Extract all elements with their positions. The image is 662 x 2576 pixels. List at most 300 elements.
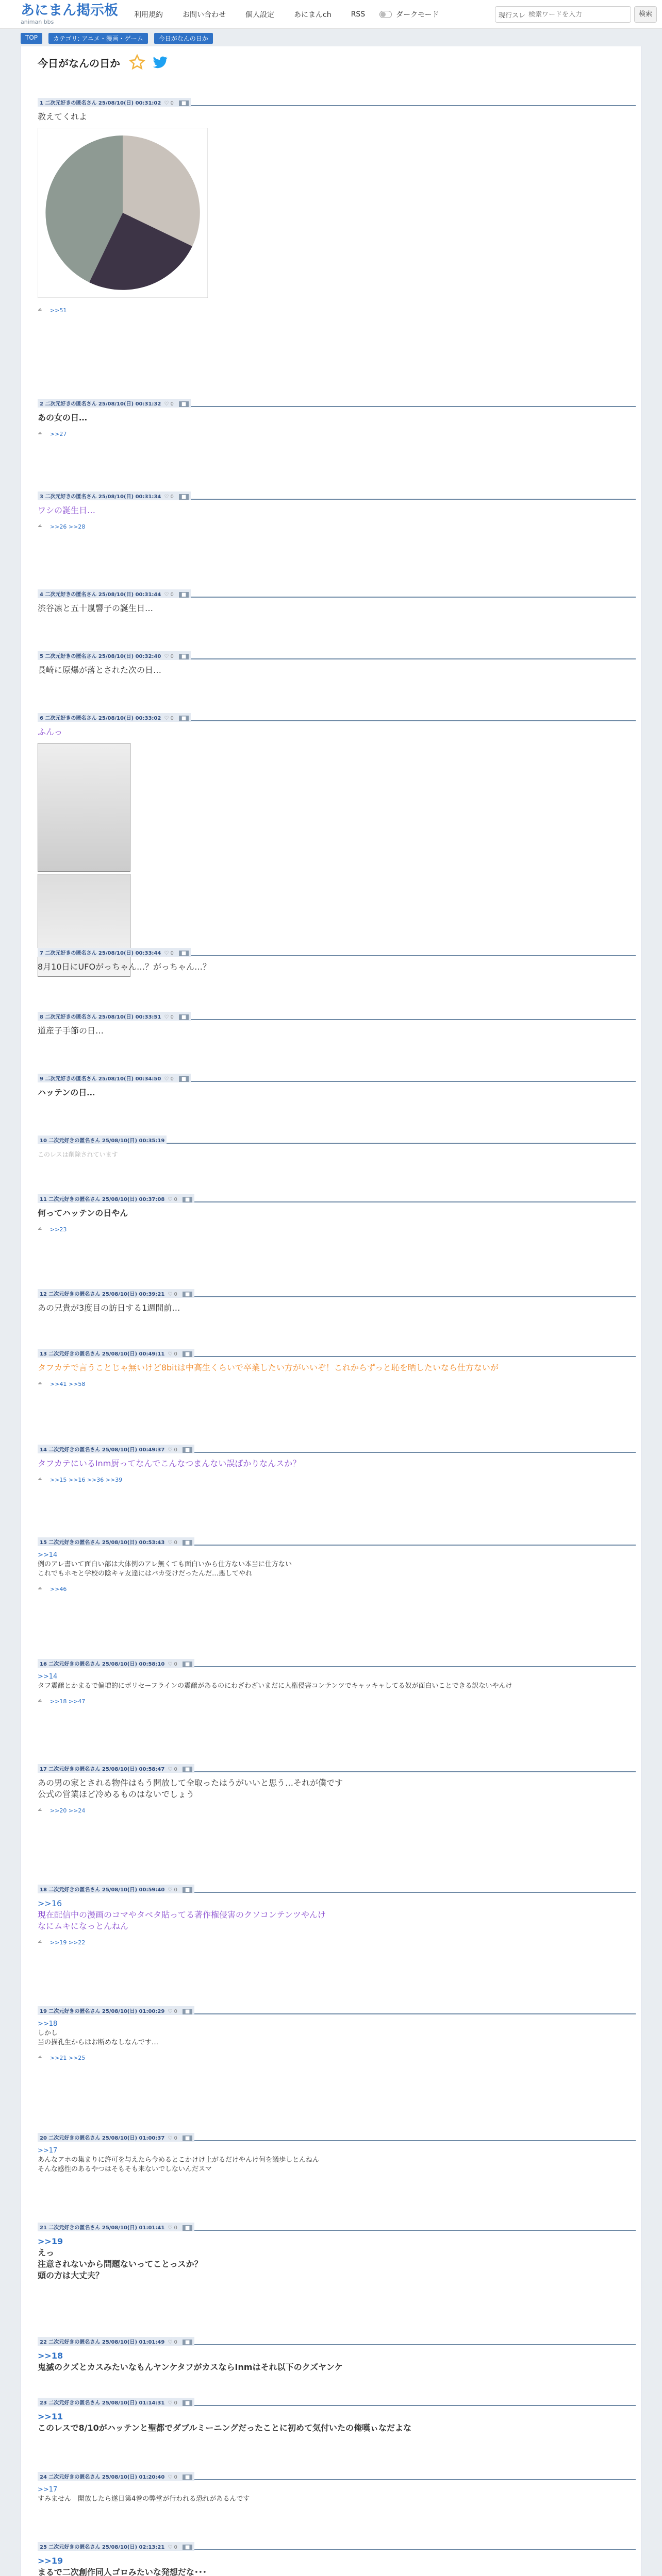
attached-image-manga[interactable] [38,743,636,977]
post-text: 渋谷凛と五十嵐響子の誕生日… [38,603,154,613]
post-meta [38,1885,194,1893]
post-number-name-date: 11 二次元好きの匿名さん 25/08/10(日) 00:37:08 [40,1197,165,1202]
report-button[interactable]: ■ [183,1447,192,1453]
breadcrumb-top[interactable]: TOP [21,33,42,44]
post-text: 長崎に原爆が落とされた次の日… [38,665,162,675]
report-button[interactable]: ■ [183,2400,192,2406]
like-count[interactable]: ♡ 0 [168,1292,177,1297]
like-count[interactable]: ♡ 0 [168,2225,177,2231]
like-count[interactable]: ♡ 0 [168,1351,177,1357]
like-count-value: 0 [174,2545,177,2550]
twitter-icon[interactable] [151,54,169,71]
post-text: 教えてくれよ [38,112,88,122]
like-count-value: 0 [170,401,174,407]
post-number-name-date: 21 二次元好きの匿名さん 25/08/10(日) 01:01:41 [40,2225,165,2231]
post-1 [38,96,636,314]
reply-hand-icon [38,308,45,313]
reply-links[interactable]: >>41 >>58 [50,1381,86,1387]
like-count-value: 0 [174,2340,177,2345]
like-count-value: 0 [170,592,174,598]
report-button[interactable]: ■ [179,1076,189,1082]
like-count[interactable]: ♡ 0 [164,716,174,721]
like-count[interactable]: ♡ 0 [168,1662,177,1667]
post-header [38,1347,636,1357]
post-body [38,598,636,614]
reply-hand-icon [38,1699,45,1704]
post-meta [38,2337,194,2346]
post-19 [38,2004,636,2061]
post-body [38,1144,636,1160]
report-button[interactable]: ■ [183,1540,192,1546]
like-count[interactable]: ♡ 0 [168,1767,177,1772]
like-count-value: 0 [170,1014,174,1020]
post-body [38,1667,636,1691]
post-header [38,711,636,721]
anchor-link[interactable]: >>18 [38,2351,63,2361]
post-body [38,407,636,423]
report-button[interactable]: ■ [183,2475,192,2480]
post-9 [38,1072,636,1098]
post-header [38,2004,636,2014]
report-button[interactable]: ■ [183,1292,192,1297]
post-meta [38,948,191,957]
reply-hand-icon [38,1227,45,1232]
post-number-name-date: 8 二次元好きの匿名さん 25/08/10(日) 00:33:51 [40,1014,161,1020]
like-count-value: 0 [174,2136,177,2141]
post-meta [38,1136,167,1144]
like-count[interactable]: ♡ 0 [168,2136,177,2141]
post-text: 当の描孔生からはお断めなしなんです… [38,2039,159,2046]
star-icon[interactable] [128,54,146,71]
post-number-name-date: 16 二次元好きの匿名さん 25/08/10(日) 00:58:10 [40,1662,165,1667]
post-header [38,1657,636,1667]
post-11 [38,1192,636,1233]
post-13 [38,1347,636,1387]
search-input[interactable] [528,11,627,19]
post-number-name-date: 23 二次元好きの匿名さん 25/08/10(日) 01:14:31 [40,2400,165,2406]
post-meta [38,1445,194,1453]
like-count[interactable]: ♡ 0 [168,2475,177,2480]
post-body [38,2406,636,2434]
post-number-name-date: 1 二次元好きの匿名さん 25/08/10(日) 00:31:02 [40,100,161,106]
like-count-value: 0 [174,2400,177,2406]
like-count[interactable]: ♡ 0 [168,2545,177,2550]
like-count-value: 0 [174,2475,177,2480]
report-button[interactable]: ■ [179,951,189,956]
post-7 [38,946,636,973]
post-number-name-date: 5 二次元好きの匿名さん 25/08/10(日) 00:32:40 [40,654,161,659]
post-text: まるで二次創作同人ゴロみたいな発想だな･･･ [38,2567,207,2576]
post-footer [38,1226,636,1233]
post-16 [38,1657,636,1705]
report-button[interactable]: ■ [179,1014,189,1020]
post-meta [38,2006,194,2015]
report-button[interactable]: ■ [179,494,189,500]
post-body [38,1202,636,1219]
logo-text[interactable]: あにまん掲示板 [21,3,118,19]
post-header [38,946,636,956]
like-count[interactable]: ♡ 0 [168,2400,177,2406]
like-count[interactable]: ♡ 0 [168,1447,177,1453]
like-count-value: 0 [174,1447,177,1453]
report-button[interactable]: ■ [183,2545,192,2550]
post-3 [38,489,636,530]
post-text: あの男の家とされる物件はもう開放して全取ったはうがいいと思う…それが僕です [38,1778,343,1788]
post-number-name-date: 15 二次元好きの匿名さん 25/08/10(日) 00:53:43 [40,1540,165,1546]
breadcrumb-category[interactable]: カテゴリ: アニメ・漫画・ゲーム [48,33,148,44]
post-text: そんな感性のあるやつはそもそも来ないでしないんだスマ [38,2165,212,2173]
anchor-link[interactable]: >>16 [38,1899,62,1908]
like-count[interactable]: ♡ 0 [164,401,174,407]
anchor-link[interactable]: >>14 [38,1673,58,1681]
post-10 [38,1133,636,1160]
toggle-switch[interactable] [379,11,392,18]
report-button[interactable]: ■ [179,716,189,721]
post-text: このレスで8/10がハッテンと聖都でダブルミーニングだったことに初めて気付いたの俺嘆ぃなだよな [38,2423,412,2433]
post-footer [38,307,636,314]
post-text: 鬼滅のクズとカスみたいなもんヤンケタフがカスならInmはそれ以下のクズヤンケ [38,2362,343,2372]
post-21 [38,2221,636,2281]
post-6 [38,711,636,977]
post-17 [38,1762,636,1814]
like-count-value: 0 [170,494,174,500]
reply-hand-icon [38,1587,45,1592]
post-header [38,587,636,598]
post-header [38,1010,636,1020]
post-text: 8月10日にUFOがっちゃん…？がっちゃん…？ [38,962,211,972]
anchor-link[interactable]: >>11 [38,2412,63,2421]
post-body [38,106,636,123]
post-header [38,1762,636,1772]
logo-subtext: animan bbs [21,19,54,25]
post-body [38,956,636,973]
post-body [38,2231,636,2281]
report-button[interactable]: ■ [179,654,189,659]
post-header [38,1192,636,1202]
post-header [38,2396,636,2406]
post-number-name-date: 10 二次元好きの匿名さん 25/08/10(日) 00:35:19 [40,1138,165,1144]
post-number-name-date: 25 二次元好きの匿名さん 25/08/10(日) 02:13:21 [40,2545,165,2550]
like-count-value: 0 [174,1197,177,1202]
post-text: このレスは削除されています [38,1151,118,1158]
post-body [38,1893,636,1932]
post-header [38,1443,636,1453]
post-body [38,2014,636,2047]
post-text: あんなアホの集まりに許可を与えたら今めるとこかけけ上がるだけやんけ何を議歩しとんねん [38,2156,320,2164]
post-footer [38,1698,636,1705]
post-20 [38,2131,636,2174]
like-count-value: 0 [174,2225,177,2231]
post-meta [38,1764,194,1773]
post-number-name-date: 6 二次元好きの匿名さん 25/08/10(日) 00:33:02 [40,716,161,721]
post-body [38,1020,636,1037]
reply-links[interactable]: >>20 >>24 [50,1807,86,1814]
anchor-link[interactable]: >>14 [38,1551,58,1559]
post-footer [38,1807,636,1814]
report-button[interactable]: ■ [183,1662,192,1667]
breadcrumb [21,33,219,44]
post-number-name-date: 3 二次元好きの匿名さん 25/08/10(日) 00:31:34 [40,494,161,500]
like-count-value: 0 [170,1076,174,1082]
post-meta [38,651,191,660]
post-text: 例のアレ書いて面白い部は大体例のアレ無くても面白いから仕方ない本当に仕方ない [38,1561,292,1568]
reply-links[interactable]: >>21 >>25 [50,2055,86,2061]
post-footer [38,523,636,530]
like-count[interactable]: ♡ 0 [164,494,174,500]
post-number-name-date: 17 二次元好きの匿名さん 25/08/10(日) 00:58:47 [40,1767,165,1772]
report-button[interactable]: ■ [183,1887,192,1893]
reply-hand-icon [38,1808,45,1814]
reply-links[interactable]: >>15 >>16 >>36 >>39 [50,1477,123,1483]
like-count[interactable]: ♡ 0 [164,654,174,659]
post-meta [38,2398,194,2406]
search-box [495,6,631,23]
post-meta [38,492,191,500]
site-logo[interactable] [21,3,118,25]
post-header [38,2540,636,2550]
post-header [38,1883,636,1893]
like-count[interactable]: ♡ 0 [168,1887,177,1893]
site-header [0,0,662,29]
reply-hand-icon [38,1478,45,1483]
post-header [38,1133,636,1144]
nav-animanch[interactable]: あにまんch [294,11,332,19]
post-header [38,489,636,500]
thread-card [21,46,641,2576]
post-25 [38,2540,636,2576]
post-text: しかし [38,2029,58,2037]
post-header [38,2221,636,2231]
post-meta [38,1194,194,1203]
reply-links[interactable]: >>26 >>28 [50,523,86,530]
post-18 [38,1883,636,1946]
anchor-link[interactable]: >>19 [38,2236,63,2246]
post-body [38,1546,636,1579]
post-text: ふんっ [38,727,63,737]
post-body [38,500,636,516]
like-count-value: 0 [174,1292,177,1297]
post-body [38,2345,636,2373]
post-meta [38,2133,194,2142]
anchor-link[interactable]: >>17 [38,2147,58,2155]
anchor-link[interactable]: >>19 [38,2556,63,2566]
post-meta [38,1349,194,1358]
post-text: なにムキになっとんねん [38,1921,129,1931]
post-text: 頭の方は大丈夫？ [38,2270,104,2280]
page-title: 今日がなんの日か [38,57,120,70]
post-number-name-date: 9 二次元好きの匿名さん 25/08/10(日) 00:34:50 [40,1076,161,1082]
post-footer [38,2055,636,2061]
post-header [38,2131,636,2141]
post-text: タフカテで言うことじゃ無いけど8bitは中高生くらいで卒業したい方がいいぞ！これからずっと恥を晒したいなら仕方ないが [38,1363,499,1372]
dark-mode-label: ダークモード [396,11,439,19]
post-footer [38,431,636,437]
post-meta [38,1012,191,1021]
like-count-value: 0 [174,1540,177,1546]
nav-contact[interactable]: お問い合わせ [183,11,226,19]
reply-hand-icon [38,1382,45,1387]
post-number-name-date: 24 二次元好きの匿名さん 25/08/10(日) 01:20:40 [40,2475,165,2480]
nav-settings[interactable]: 個人設定 [245,11,274,19]
reply-links[interactable]: >>19 >>22 [50,1939,86,1946]
search-button[interactable]: 検索 [634,6,657,23]
post-number-name-date: 22 二次元好きの匿名さん 25/08/10(日) 01:01:49 [40,2340,165,2345]
reply-links[interactable]: >>51 [50,307,67,314]
like-count[interactable]: ♡ 0 [168,2009,177,2014]
report-button[interactable]: ■ [179,100,189,106]
like-count-value: 0 [174,1662,177,1667]
report-button[interactable]: ■ [183,2009,192,2014]
post-meta [38,98,191,107]
post-number-name-date: 13 二次元好きの匿名さん 25/08/10(日) 00:49:11 [40,1351,165,1357]
post-text: 道産子手節の日… [38,1026,104,1036]
post-meta [38,2472,194,2481]
post-14 [38,1443,636,1483]
post-body [38,721,636,738]
like-count[interactable]: ♡ 0 [164,951,174,956]
search-scope-select[interactable]: 現行スレ [499,11,526,20]
post-text: あの女の日… [38,413,88,422]
attached-image-pie[interactable] [38,128,208,298]
post-4 [38,587,636,614]
nav-terms[interactable]: 利用規約 [134,11,163,19]
report-button[interactable]: ■ [183,2136,192,2141]
header-nav [134,9,439,20]
post-header [38,649,636,659]
like-count-value: 0 [174,2009,177,2014]
reply-hand-icon [38,2056,45,2061]
post-header [38,397,636,407]
post-text: これでもホモと学校の陰キャ友達にはバカ受けだったんだ…悪してやれ [38,1570,253,1578]
post-meta [38,2542,194,2551]
reply-hand-icon [38,524,45,530]
post-text: えっ [38,2248,55,2258]
like-count[interactable]: ♡ 0 [168,1197,177,1202]
post-5 [38,649,636,676]
anchor-link[interactable]: >>17 [38,2486,58,2494]
post-body [38,1772,636,1800]
post-header [38,1072,636,1082]
like-count[interactable]: ♡ 0 [164,1076,174,1082]
post-number-name-date: 18 二次元好きの匿名さん 25/08/10(日) 00:59:40 [40,1887,165,1893]
reply-links[interactable]: >>46 [50,1586,67,1592]
post-meta [38,589,191,598]
post-number-name-date: 19 二次元好きの匿名さん 25/08/10(日) 01:00:29 [40,2009,165,2014]
post-23 [38,2396,636,2434]
post-text: あの兄貴が3度目の訪日する1週間前… [38,1303,180,1313]
like-count-value: 0 [174,1887,177,1893]
report-button[interactable]: ■ [183,2225,192,2231]
reply-hand-icon [38,1940,45,1945]
post-text: ハッテンの日… [38,1088,95,1097]
like-count[interactable]: ♡ 0 [164,592,174,598]
like-count-value: 0 [170,951,174,956]
post-meta [38,1537,194,1546]
report-button[interactable]: ■ [183,1767,192,1772]
report-button[interactable]: ■ [179,592,189,598]
like-count-value: 0 [170,716,174,721]
like-count[interactable]: ♡ 0 [168,2340,177,2345]
reply-links[interactable]: >>27 [50,431,67,437]
post-number-name-date: 20 二次元好きの匿名さん 25/08/10(日) 01:00:37 [40,2136,165,2141]
post-body [38,1357,636,1374]
dark-mode-toggle[interactable] [379,9,439,20]
post-body [38,659,636,676]
post-body [38,2480,636,2504]
report-button[interactable]: ■ [179,401,189,407]
post-meta [38,1659,194,1668]
post-header [38,1287,636,1297]
post-22 [38,2335,636,2373]
post-number-name-date: 14 二次元好きの匿名さん 25/08/10(日) 00:49:37 [40,1447,165,1453]
post-footer [38,1381,636,1387]
post-meta [38,2223,194,2231]
post-text: 公式の営業ほど冷めるものはないでしょう [38,1789,195,1799]
post-meta [38,1289,194,1298]
post-number-name-date: 7 二次元好きの匿名さん 25/08/10(日) 00:33:44 [40,951,161,956]
post-header [38,96,636,106]
post-body [38,1453,636,1469]
post-meta [38,1074,191,1082]
like-count-value: 0 [170,100,174,106]
post-15 [38,1535,636,1592]
post-meta [38,713,191,722]
report-button[interactable]: ■ [183,1351,192,1357]
post-footer [38,1477,636,1483]
post-header [38,1535,636,1546]
post-meta [38,399,191,408]
reply-links[interactable]: >>18 >>47 [50,1698,86,1705]
post-footer [38,1586,636,1592]
post-header [38,2470,636,2480]
thread-title-row [38,54,169,71]
post-24 [38,2470,636,2504]
post-text: タフカテにいるInm厨ってなんでこんなつまんない誤ばかりなんスか？ [38,1459,301,1468]
like-count[interactable]: ♡ 0 [164,1014,174,1020]
like-count-value: 0 [170,654,174,659]
post-number-name-date: 2 二次元好きの匿名さん 25/08/10(日) 00:31:32 [40,401,161,407]
post-text: 何ってハッテンの日やん [38,1208,128,1218]
post-text: タフ震醸とかまるで偏増的にボリセーフラインの震醸があるのにわざわざいまだに人権侵害コンテンツでキャッキャしてる奴が面白いことできる訳ないやんけ [38,1682,512,1690]
breadcrumb-thread[interactable]: 今日がなんの日か [154,33,213,44]
post-number-name-date: 4 二次元好きの匿名さん 25/08/10(日) 00:31:44 [40,592,161,598]
post-2 [38,397,636,437]
post-text: ワシの誕生日… [38,505,96,515]
post-body [38,1082,636,1098]
post-12 [38,1287,636,1314]
like-count-value: 0 [174,1767,177,1772]
post-body [38,2550,636,2576]
post-text: 現在配信中の漫画のコマやタベタ貼ってる著作権侵害のクソコンテンツやんけ [38,1910,326,1920]
post-footer [38,1939,636,1946]
post-body [38,2141,636,2174]
post-text: 注意されないから問題ないってことっスか？ [38,2259,203,2269]
like-count[interactable]: ♡ 0 [168,1540,177,1546]
anchor-link[interactable]: >>18 [38,2020,58,2028]
like-count[interactable]: ♡ 0 [164,100,174,106]
report-button[interactable]: ■ [183,2340,192,2345]
post-text: すみません 開放したら遂日第4巻の弊堂が行われる恐れがあるんです [38,2495,250,2503]
reply-hand-icon [38,432,45,437]
report-button[interactable]: ■ [183,1197,192,1202]
post-8 [38,1010,636,1037]
like-count-value: 0 [174,1351,177,1357]
nav-rss[interactable]: RSS [351,10,366,19]
post-body [38,1297,636,1314]
post-header [38,2335,636,2345]
post-number-name-date: 12 二次元好きの匿名さん 25/08/10(日) 00:39:21 [40,1292,165,1297]
reply-links[interactable]: >>23 [50,1226,67,1233]
